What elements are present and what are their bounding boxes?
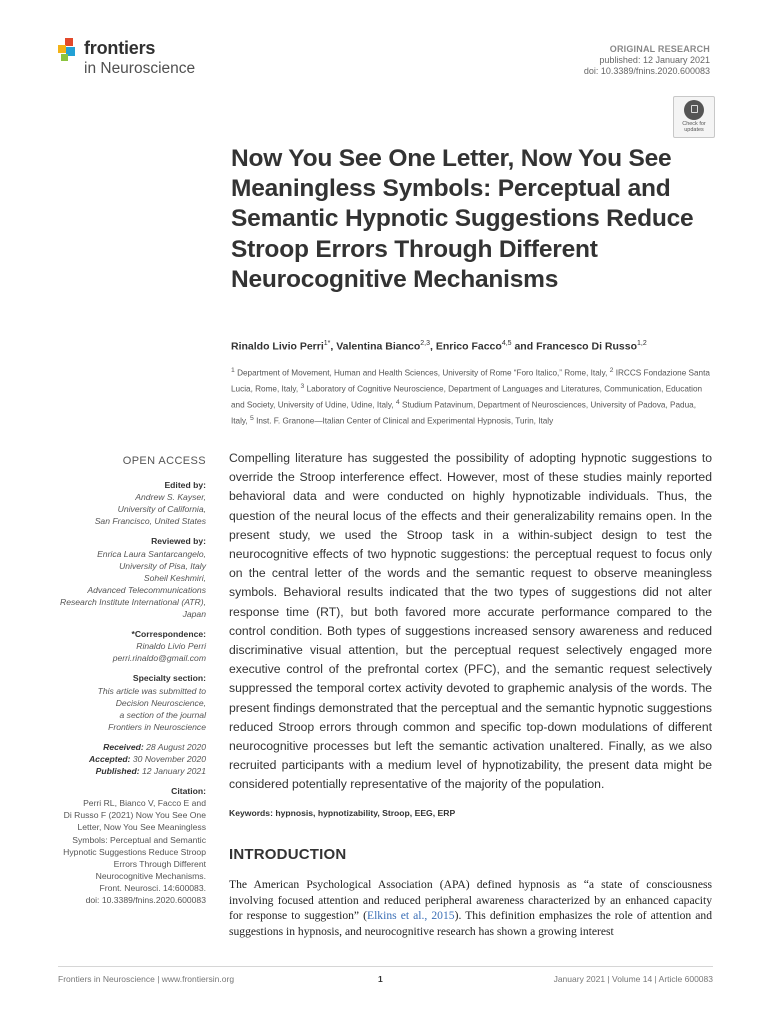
specialty-line: Decision Neuroscience, [115, 697, 206, 708]
specialty-line: This article was submitted to [97, 685, 206, 696]
reviewer-line: Research Institute International (ATR), [60, 596, 206, 607]
received-label: Received: [103, 741, 144, 752]
page-number: 1 [378, 974, 383, 984]
editor-line: San Francisco, United States [94, 516, 206, 527]
affiliations [231, 364, 713, 428]
correspondent-email[interactable]: perri.rinaldo@gmail.com [112, 653, 206, 664]
journal-name-line1: frontiers [84, 38, 156, 58]
intro-text: The American Psychological Association (APA) defined hypnosis as “a state of consciousness involving focused attention and reduced peripheral awareness characterized by an enhanced capacity for response to suggestion” ( [229, 878, 712, 922]
author-sup: 1* [323, 340, 331, 347]
specialty-line: Frontiers in Neuroscience [108, 721, 206, 732]
received-date: 28 August 2020 [146, 741, 206, 752]
dates-block [40, 741, 206, 777]
open-access-label: OPEN ACCESS [122, 455, 206, 467]
affiliation-sup: 1 [231, 367, 235, 374]
check-updates-label: Check for updates [682, 121, 706, 133]
reviewer-line: Advanced Telecommunications [87, 584, 206, 595]
affiliation: Inst. F. Granone—Italian Center of Clinical and Experimental Hypnosis, Turin, Italy [256, 416, 554, 426]
citation-line: Letter, Now You See Meaningless [77, 822, 206, 833]
intro-text: ). This definition emphasizes the role of attention and suggestions in hypnosis, and neurocognitive research has shown a growing interest [229, 909, 712, 938]
published-label: Published: [95, 766, 140, 777]
published-date: published: 12 January 2021 [599, 55, 710, 65]
reviewer-line: University of Pisa, Italy [119, 560, 206, 571]
journal-name-line2: in Neuroscience [84, 60, 196, 77]
edited-by-block [40, 479, 206, 527]
bookmark-icon [684, 100, 704, 120]
abstract-text: Compelling literature has suggested the possibility of adopting hypnotic suggestions to override the Stroop interference effect. However, most of these studies mainly reported behavioral data and were conducted on highly hypnotizable individuals. Thus, the question of the neural locus of the effects and their generalizability remains open. In the present study, we used the Stroop task in a within-subject design to test the neurocognitive effects of two hypnotic suggestions: the perceptual request to focus only on the central letter of the words and the semantic request to observe meaningless symbols. Behavioral results indicated that the two types of suggestions did not alter response time (RT), but both favored more accurate performance compared to the control condition. Both types of suggestions increased sensory awareness and reduced discriminative visual attention, but the perceptual request selectively engaged more executive control of the prefrontal cortex (PFC), and the semantic request selectively suppressed the temporal cortex activity devoted to graphemic analysis of the words. The present findings demonstrated that the perceptual and the semantic hypnotic suggestions reduced Stroop errors through common and specific top-down modulations of different neurocognitive processes but left the semantic activation unaltered. Finally, as we also recruited participants with a medium level of hypnotizability, the present data might be considered potentially representative of the majority of the population. [229, 451, 712, 792]
editor-line: Andrew S. Kayser, [135, 492, 206, 503]
frontiers-logo-icon [58, 38, 80, 62]
introduction-paragraph [229, 877, 712, 939]
citation-line: Neurocognitive Mechanisms. [95, 870, 206, 881]
affiliation: Studium Patavinum, Department of Neurosciences, University of Padova, Padua, Italy, [231, 400, 696, 426]
keywords [229, 808, 712, 818]
specialty-line: a section of the journal [119, 709, 206, 720]
specialty-label: Specialty section: [132, 673, 206, 684]
author-sup: 2,3 [420, 340, 431, 347]
correspondence-label: *Correspondence: [131, 629, 206, 640]
author-name[interactable]: Enrico Facco [435, 340, 502, 353]
affiliation: Laboratory of Cognitive Neuroscience, Department of Languages and Literatures, Communication, Education and Society, University of Udine, Udine, Italy, [231, 384, 703, 410]
citation-line: Di Russo F (2021) Now You See One [63, 810, 206, 821]
keywords-label: Keywords: [229, 808, 273, 818]
accepted-date: 30 November 2020 [132, 753, 206, 764]
reviewed-by-label: Reviewed by: [151, 536, 206, 547]
correspondence-block [40, 628, 206, 664]
citation-line: Front. Neurosci. 14:600083. [99, 882, 206, 893]
author-sup: 1,2 [637, 340, 647, 347]
author-list: Rinaldo Livio Perri$^{1*}$, Valentina Bianco$^{2,3}$, Enrico Facco$^{4,5}$ and Francesco Di Russo$^{1,2}$ [231, 340, 647, 353]
affiliation-sup: 3 [300, 383, 305, 391]
check-for-updates-badge[interactable] [673, 96, 715, 138]
citation-label: Citation: [171, 786, 206, 797]
author-name[interactable]: Francesco Di Russo [536, 340, 638, 353]
reviewed-by-block [40, 535, 206, 620]
correspondent-name: Rinaldo Livio Perri [136, 641, 206, 652]
author-name[interactable]: Rinaldo Livio Perri [231, 340, 324, 353]
reviewer-line: Enrica Laura Santarcangelo, [97, 548, 206, 559]
citation-line: Errors Through Different [113, 858, 206, 869]
author-name[interactable]: Valentina Bianco [336, 340, 421, 353]
citation-line: Perri RL, Bianco V, Facco E and [83, 798, 206, 809]
citation-line: Symbols: Perceptual and Semantic [72, 834, 206, 845]
journal-logo[interactable] [58, 34, 228, 84]
specialty-block [40, 672, 206, 732]
article-title: Now You See One Letter, Now You See Meaningless Symbols: Perceptual and Semantic Hypnotic Suggestions Reduce Stroop Errors Through Different Neurocognitive Mechanisms [231, 145, 694, 293]
article-sidebar [40, 455, 206, 914]
keywords-list: hypnosis, hypnotizability, Stroop, EEG, ERP [275, 808, 456, 818]
article-doi[interactable]: doi: 10.3389/fnins.2020.600083 [583, 66, 710, 76]
footer-issue-info: January 2021 | Volume 14 | Article 600083 [553, 974, 713, 984]
article-type: ORIGINAL RESEARCH [609, 44, 710, 54]
citation-block [40, 785, 206, 906]
editor-line: University of California, [117, 504, 206, 515]
accepted-label: Accepted: [88, 753, 131, 764]
footer-journal-link[interactable]: Frontiers in Neuroscience | www.frontiersin.org [58, 974, 235, 984]
citation-link[interactable]: Elkins et al., 2015 [367, 909, 455, 922]
citation-doi[interactable]: doi: 10.3389/fnins.2020.600083 [85, 895, 206, 905]
affiliation-sup: 5 [249, 415, 254, 423]
published-date-sidebar: 12 January 2021 [141, 766, 206, 777]
article-meta [584, 44, 710, 77]
affiliation: Department of Movement, Human and Health Sciences, University of Rome “Foro Italico,” Rome, Italy, [237, 368, 608, 378]
section-heading-introduction: INTRODUCTION [229, 846, 347, 863]
affiliation-sup: 2 [609, 367, 614, 374]
reviewer-line: Japan [182, 609, 206, 620]
author-sup: 4,5 [501, 340, 512, 347]
affiliation-sup: 4 [395, 399, 400, 407]
citation-line: Hypnotic Suggestions Reduce Stroop [63, 846, 206, 857]
edited-by-label: Edited by: [164, 480, 206, 491]
affiliation: IRCCS Fondazione Santa Lucia, Rome, Italy, [231, 368, 710, 394]
footer-divider [58, 966, 713, 967]
reviewer-line: Soheil Keshmiri, [143, 572, 206, 583]
